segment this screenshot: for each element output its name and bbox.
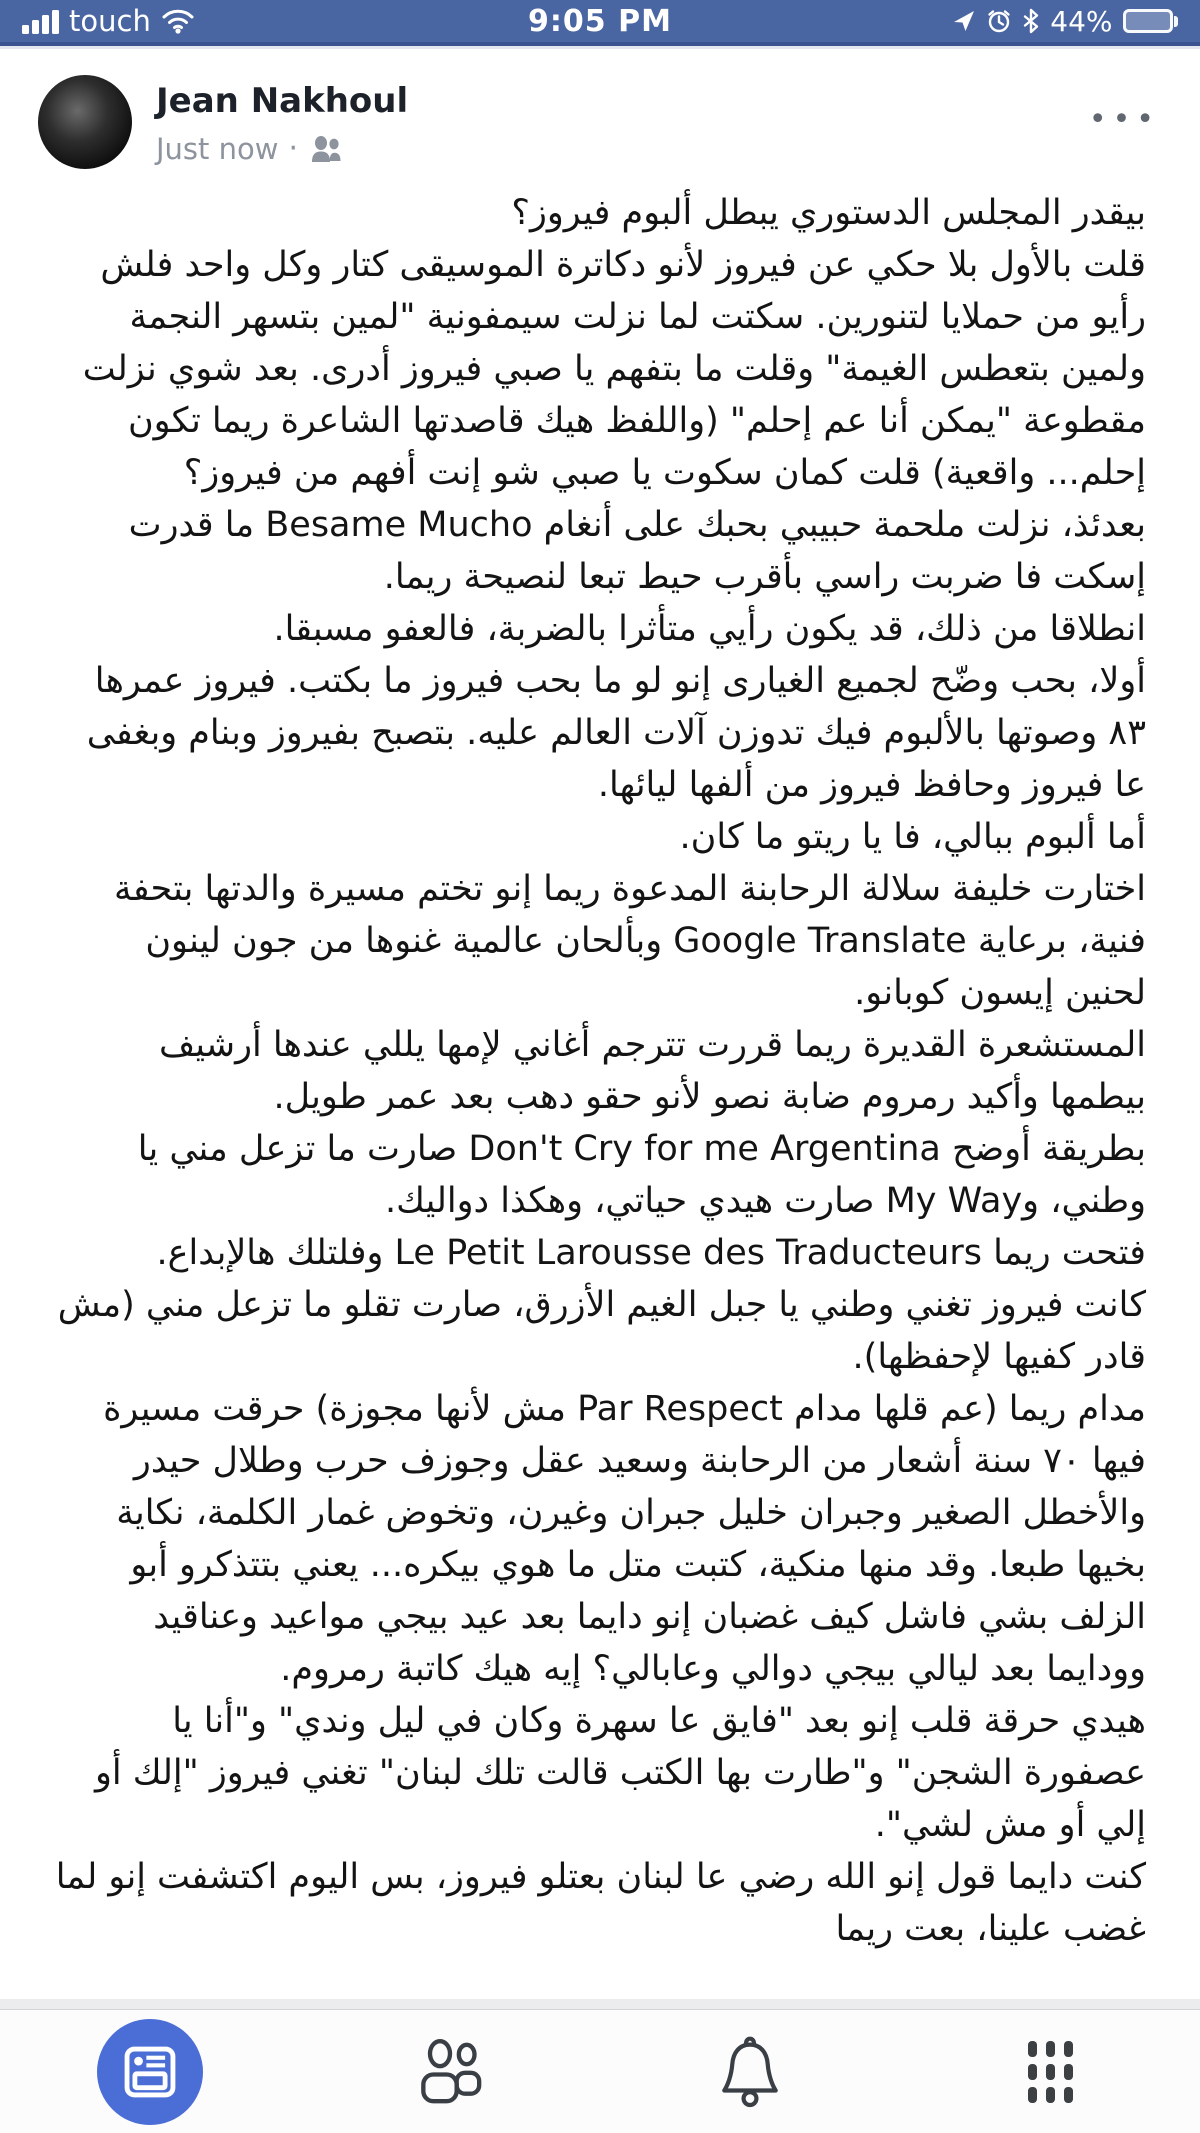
tab-bar-divider <box>0 1999 1200 2010</box>
menu-grid-icon <box>1028 2041 1073 2103</box>
tab-menu[interactable] <box>900 2010 1200 2133</box>
tab-bar <box>0 2010 1200 2133</box>
post-text <box>0 175 1200 1955</box>
post-header <box>0 49 1200 175</box>
wifi-icon <box>161 8 195 34</box>
friends-icon <box>308 135 342 163</box>
battery-percent-label: 44% <box>1050 4 1113 38</box>
tab-news-feed[interactable] <box>0 2010 300 2133</box>
bluetooth-icon <box>1022 8 1040 34</box>
post-paragraph: مدام ريما (عم قلها مدام Par Respect مش لأنها مجوزة) حرقت مسيرة فيها ٧٠ سنة أشعار من الرحابنة وسعيد عقل وجوزف حرب وطلال حيدر والأخطل الصغير وجبران خليل جبران وغيرن، وتخوض غمار الكلمة، نكاية بخيها طبعا. وقد منها منكية، كتبت متل ما هوي بيكره... يعني بتتذكرو أبو الزلف بشي فاشل كيف غضبان إنو دايما بعد عيد بيجي مواعيد وعناقيد وودايما بعد ليالي بيجي دوالي وعابالي؟ إيه هيك كاتبة رمروم. <box>103 1389 1146 1689</box>
post-meta <box>156 132 408 166</box>
clock-label: 9:05 PM <box>528 3 672 39</box>
post-paragraph: هيدي حرقة قلب إنو بعد "فايق عا سهرة وكان في ليل وندي" و"أنا يا عصفورة الشجن" و"طارت بها الكتب قالت تلك لبنان" تغني فيروز "إلك أو إلي أو مش لشي". <box>94 1701 1146 1845</box>
post-paragraph: بطريقة أوضح Don't Cry for me Argentina صارت ما تزعل مني يا وطني، وMy Way صارت هيدي حياتي، وهكذا دواليك. <box>137 1129 1146 1221</box>
news-feed-icon <box>121 2043 179 2101</box>
status-bar-right <box>952 5 1178 38</box>
post-paragraph: انطلاقا من ذلك، قد يكون رأيي متأثرا بالضربة، فالعفو مسبقا. <box>273 609 1146 649</box>
post-paragraph: المستشعرة القديرة ريما قررت تترجم أغاني لإمها يللي عندها أرشيف بيطمها وأكيد رمروم ضابة نصو لأنو حقو دهب بعد عمر طويل. <box>158 1025 1146 1117</box>
alarm-clock-icon <box>986 8 1012 34</box>
status-bar <box>0 0 1200 46</box>
tab-friends[interactable] <box>300 2010 600 2133</box>
post-paragraph: بعدئذ، نزلت ملحمة حبيبي بحبك على أنغام Besame Mucho ما قدرت إسكت فا ضربت راسي بأقرب حيط تبعا لنصيحة ريما. <box>128 505 1146 597</box>
tab-notifications[interactable] <box>600 2010 900 2133</box>
carrier-label: touch <box>69 4 151 38</box>
post-paragraph: اختارت خليفة سلالة الرحابنة المدعوة ريما إنو تختم مسيرة والدتها بتحفة فنية، برعاية Google Translate وبألحان عالمية غنوها من جون لينون لحنين إيسون كوبانو. <box>114 869 1146 1013</box>
location-arrow-icon <box>952 9 976 33</box>
bell-icon <box>717 2035 783 2109</box>
post-paragraph: أولا، بحب وضّح لجميع الغيارى إنو لو ما بحب فيروز ما بكتب. فيروز عمرها ٨٣ وصوتها بالألبوم فيك تدوزن آلات العالم عليه. بتصبح بفيروز وبنام وبغفى عا فيروز وحافظ فيروز من ألفها ليائها. <box>86 661 1146 805</box>
friends-tab-icon <box>411 2037 489 2107</box>
timestamp-label: Just now <box>156 131 279 166</box>
post-paragraph: فتحت ريما Le Petit Larousse des Traducteurs وفلتلك هالإبداع. <box>156 1233 1146 1273</box>
post-options-button[interactable]: ••• <box>1088 102 1160 137</box>
battery-icon <box>1123 9 1179 33</box>
meta-separator: · <box>288 130 299 166</box>
post-paragraph: أما ألبوم ببالي، فا يا ريتو ما كان. <box>679 817 1146 857</box>
news-feed-active-badge <box>97 2019 203 2125</box>
author-name[interactable]: Jean Nakhoul <box>156 81 409 121</box>
post-paragraph: كنت دايما قول إنو الله رضي عا لبنان بعتلو فيروز، بس اليوم اكتشفت إنو لما غضب علينا، بعت ريما <box>55 1857 1146 1949</box>
post-paragraph: بيقدر المجلس الدستوري يبطل ألبوم فيروز؟ <box>511 193 1146 233</box>
post-paragraph: كانت فيروز تغني وطني يا جبل الغيم الأزرق، صارت تقلو ما تزعل مني (مش قادر كفيها لإحفظها). <box>57 1285 1146 1377</box>
avatar[interactable] <box>38 75 132 169</box>
post-header-texts <box>156 75 408 166</box>
status-bar-left <box>22 4 195 38</box>
signal-bars-icon <box>22 8 59 34</box>
post-paragraph: قلت بالأول بلا حكي عن فيروز لأنو دكاترة الموسيقى كتار وكل واحد فلش رأيو من حملايا لتنورين. سكتت لما نزلت سيمفونية "لمين بتسهر النجمة ولمين بتعطس الغيمة" وقلت ما بتفهم يا صبي فيروز أدرى. بعد شوي نزلت مقطوعة "يمكن أنا عم إحلم" (واللفظ هيك قاصدتها الشاعرة ريما تكون إحلم... واقعية) قلت كمان سكوت يا صبي شو إنت أفهم من فيروز؟ <box>82 245 1146 493</box>
